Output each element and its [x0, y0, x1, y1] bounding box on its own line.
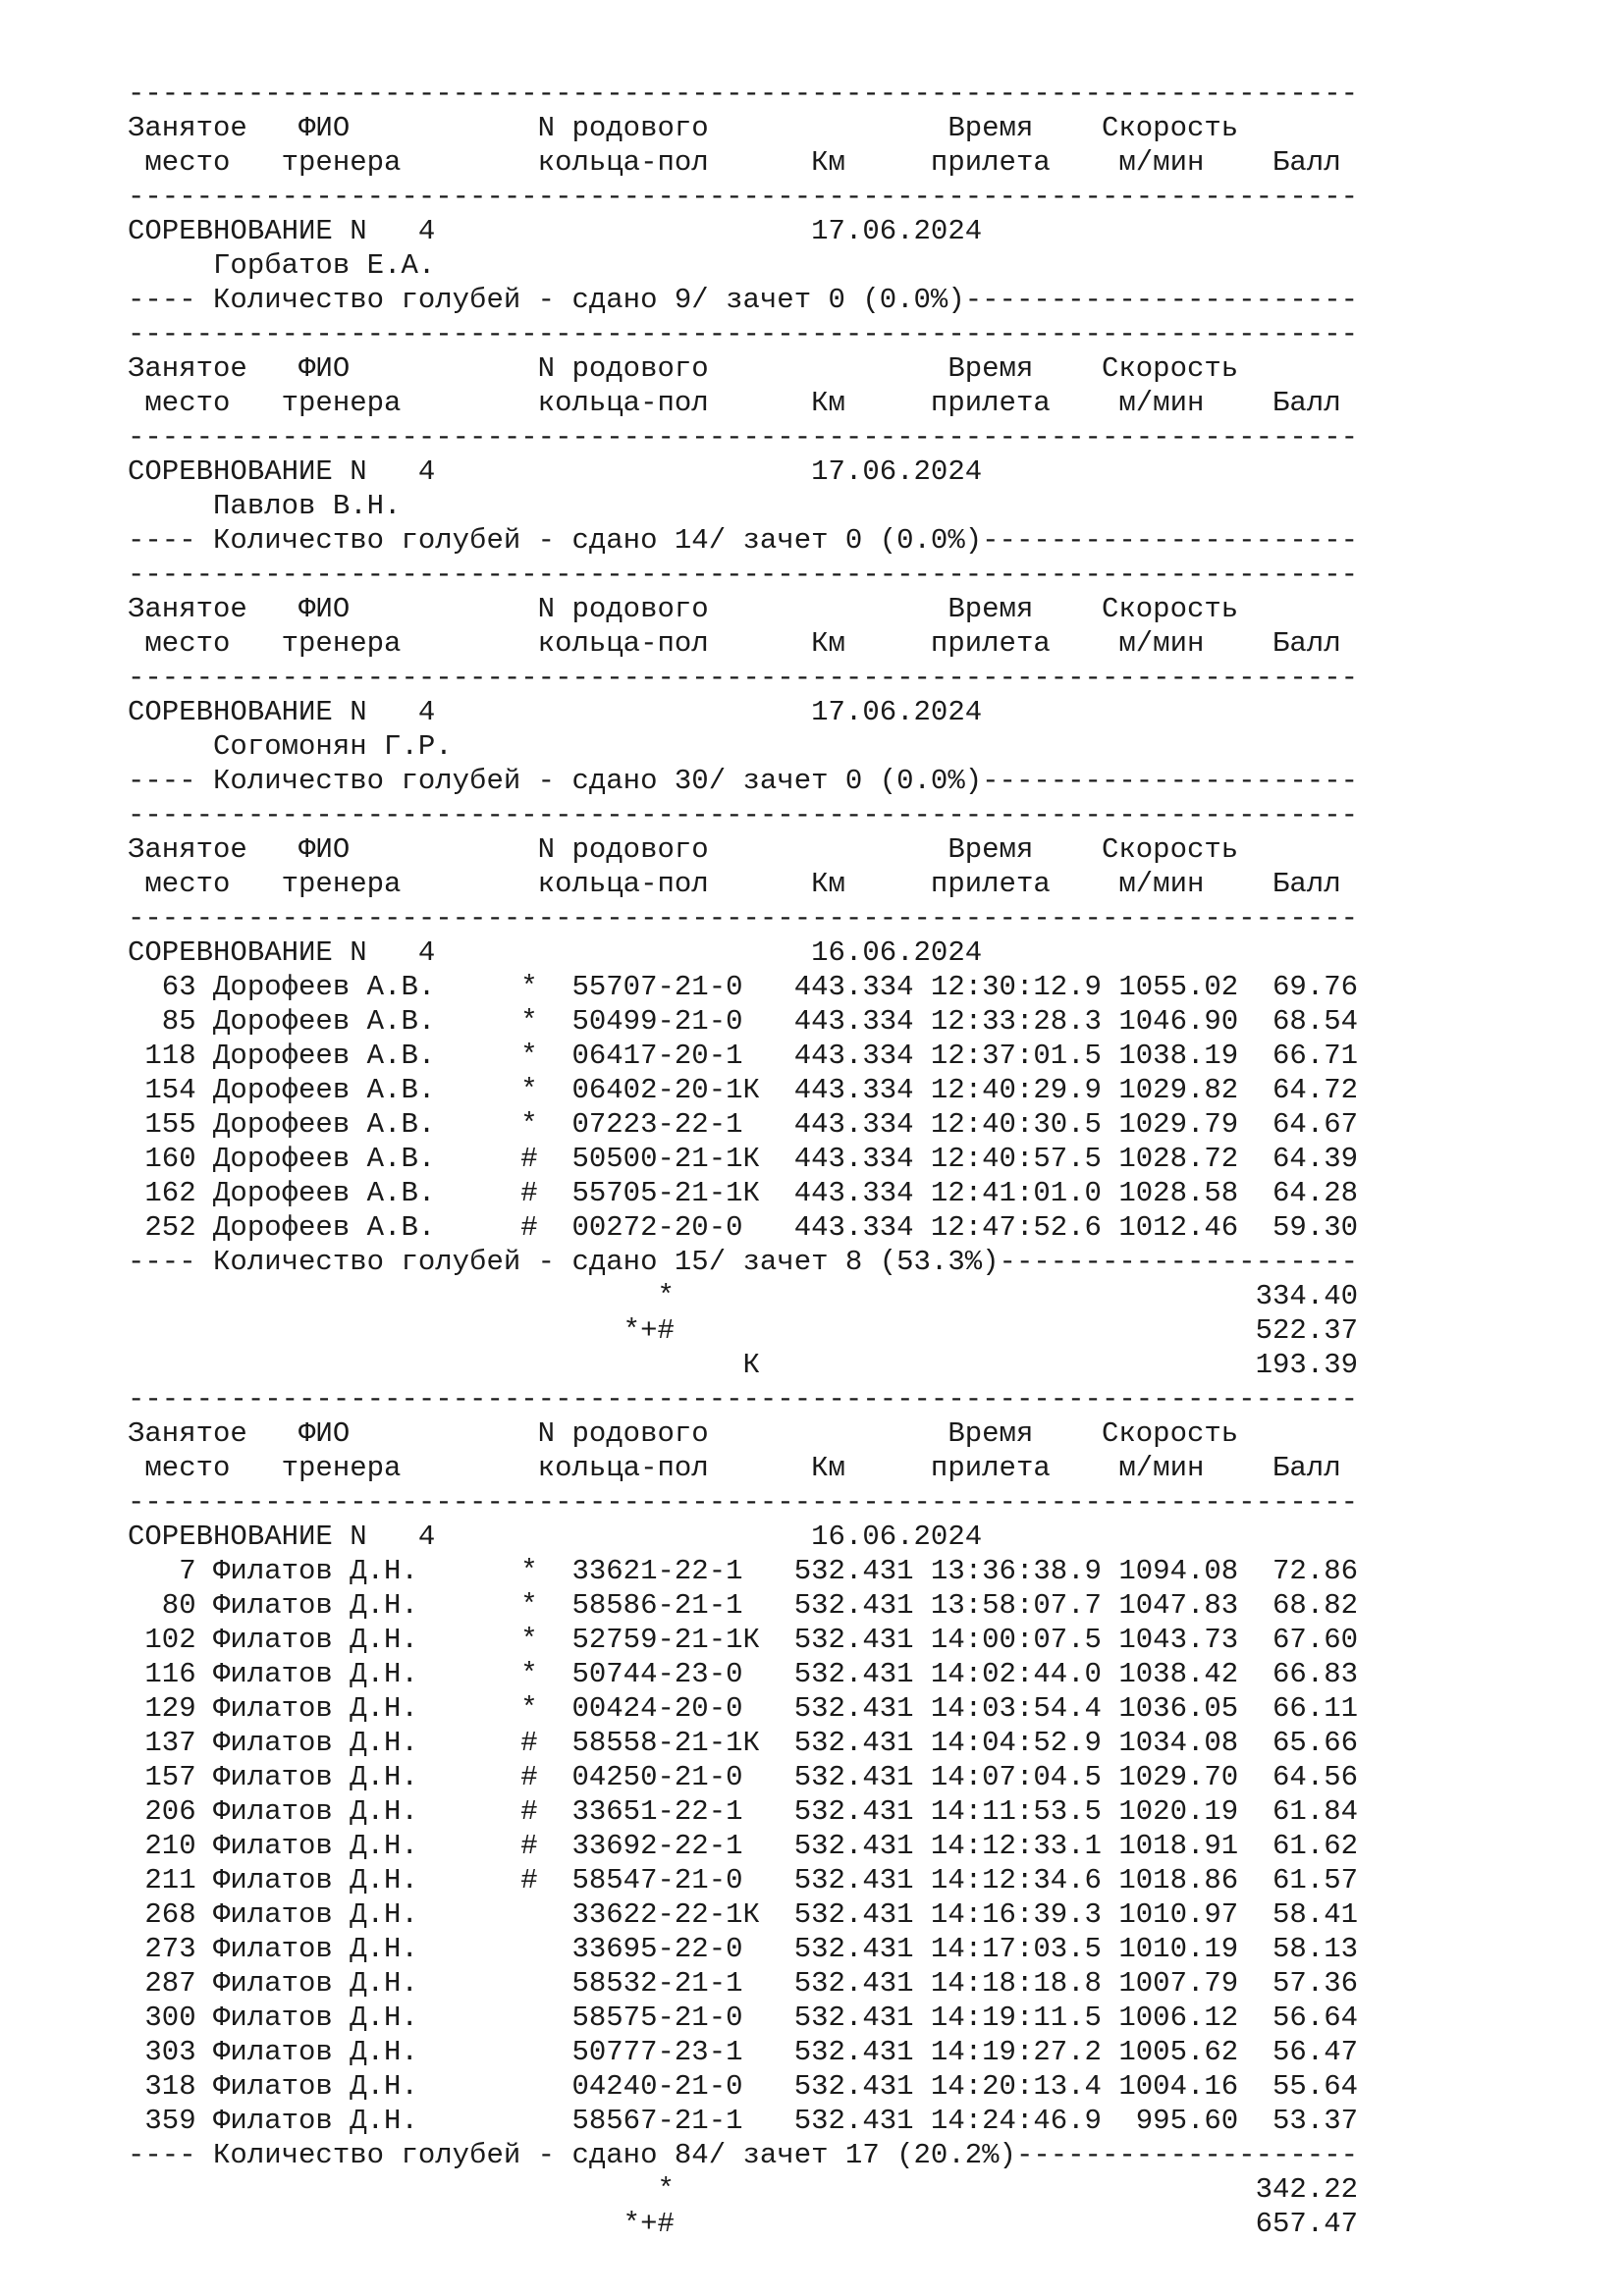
table-row: 359 Филатов Д.Н. 58567-21-1 532.431 14:24:46.9 995.60 53.37 [128, 2105, 1359, 2137]
column-header-line: Занятое ФИО N родового Время Скорость [128, 833, 1239, 866]
separator-line: ------------------------------------------------------------------------ [128, 318, 1359, 350]
table-row: 157 Филатов Д.Н. # 04250-21-0 532.431 14:07:04.5 1029.70 64.56 [128, 1761, 1359, 1793]
pigeon-count-summary-line: ---- Количество голубей - сдано 30/ зачет 0 (0.0%)---------------------- [128, 765, 1359, 797]
column-header-line: место тренера кольца-пол Км прилета м/мин Балл [128, 387, 1341, 419]
separator-line: ------------------------------------------------------------------------ [128, 902, 1359, 934]
table-row: 102 Филатов Д.Н. * 52759-21-1К 532.431 14:00:07.5 1043.73 67.60 [128, 1624, 1359, 1656]
table-row: 211 Филатов Д.Н. # 58547-21-0 532.431 14:12:34.6 1018.86 61.57 [128, 1864, 1359, 1896]
competition-line: СОРЕВНОВАНИЕ N 4 17.06.2024 [128, 215, 983, 247]
report-page [128, 77, 1358, 2241]
table-row: 160 Дорофеев А.В. # 50500-21-1К 443.334 12:40:57.5 1028.72 64.39 [128, 1143, 1359, 1175]
separator-line: ------------------------------------------------------------------------ [128, 1486, 1359, 1519]
separator-line: ------------------------------------------------------------------------ [128, 1383, 1359, 1415]
column-header-line: Занятое ФИО N родового Время Скорость [128, 352, 1239, 385]
table-row: 252 Дорофеев А.В. # 00272-20-0 443.334 12:47:52.6 1012.46 59.30 [128, 1211, 1359, 1244]
table-row: 63 Дорофеев А.В. * 55707-21-0 443.334 12:30:12.9 1055.02 69.76 [128, 971, 1359, 1003]
table-row: 300 Филатов Д.Н. 58575-21-0 532.431 14:19:11.5 1006.12 56.64 [128, 2002, 1359, 2034]
table-row: 162 Дорофеев А.В. # 55705-21-1К 443.334 12:41:01.0 1028.58 64.28 [128, 1177, 1359, 1209]
table-row: 7 Филатов Д.Н. * 33621-22-1 532.431 13:36:38.9 1094.08 72.86 [128, 1555, 1359, 1587]
trainer-name-line: Павлов В.Н. [128, 490, 402, 522]
table-row: 206 Филатов Д.Н. # 33651-22-1 532.431 14:11:53.5 1020.19 61.84 [128, 1795, 1359, 1828]
total-line: К 193.39 [128, 1349, 1359, 1381]
column-header-line: место тренера кольца-пол Км прилета м/мин Балл [128, 868, 1341, 900]
total-line: *+# 657.47 [128, 2208, 1359, 2240]
competition-line: СОРЕВНОВАНИЕ N 4 17.06.2024 [128, 455, 983, 488]
total-line: *+# 522.37 [128, 1314, 1359, 1347]
total-line: * 334.40 [128, 1280, 1359, 1312]
column-header-line: Занятое ФИО N родового Время Скорость [128, 593, 1239, 625]
table-row: 273 Филатов Д.Н. 33695-22-0 532.431 14:17:03.5 1010.19 58.13 [128, 1933, 1359, 1965]
table-row: 80 Филатов Д.Н. * 58586-21-1 532.431 13:58:07.7 1047.83 68.82 [128, 1589, 1359, 1622]
separator-line: ------------------------------------------------------------------------ [128, 662, 1359, 694]
table-row: 85 Дорофеев А.В. * 50499-21-0 443.334 12:33:28.3 1046.90 68.54 [128, 1005, 1359, 1038]
table-row: 154 Дорофеев А.В. * 06402-20-1К 443.334 12:40:29.9 1029.82 64.72 [128, 1074, 1359, 1106]
pigeon-count-summary-line: ---- Количество голубей - сдано 14/ зачет 0 (0.0%)---------------------- [128, 524, 1359, 557]
competition-line: СОРЕВНОВАНИЕ N 4 16.06.2024 [128, 1521, 983, 1553]
pigeon-count-summary-line: ---- Количество голубей - сдано 9/ зачет 0 (0.0%)----------------------- [128, 284, 1359, 316]
column-header-line: место тренера кольца-пол Км прилета м/мин Балл [128, 1452, 1341, 1484]
table-row: 210 Филатов Д.Н. # 33692-22-1 532.431 14:12:33.1 1018.91 61.62 [128, 1830, 1359, 1862]
table-row: 118 Дорофеев А.В. * 06417-20-1 443.334 12:37:01.5 1038.19 66.71 [128, 1040, 1359, 1072]
table-row: 116 Филатов Д.Н. * 50744-23-0 532.431 14:02:44.0 1038.42 66.83 [128, 1658, 1359, 1690]
table-row: 137 Филатов Д.Н. # 58558-21-1К 532.431 14:04:52.9 1034.08 65.66 [128, 1727, 1359, 1759]
column-header-line: место тренера кольца-пол Км прилета м/мин Балл [128, 627, 1341, 660]
pigeon-count-summary-line: ---- Количество голубей - сдано 84/ зачет 17 (20.2%)-------------------- [128, 2139, 1359, 2171]
total-line: * 342.22 [128, 2173, 1359, 2206]
column-header-line: место тренера кольца-пол Км прилета м/мин Балл [128, 146, 1341, 179]
column-header-line: Занятое ФИО N родового Время Скорость [128, 112, 1239, 144]
table-row: 129 Филатов Д.Н. * 00424-20-0 532.431 14:03:54.4 1036.05 66.11 [128, 1692, 1359, 1725]
table-row: 318 Филатов Д.Н. 04240-21-0 532.431 14:20:13.4 1004.16 55.64 [128, 2070, 1359, 2103]
table-row: 303 Филатов Д.Н. 50777-23-1 532.431 14:19:27.2 1005.62 56.47 [128, 2036, 1359, 2068]
pigeon-count-summary-line: ---- Количество голубей - сдано 15/ зачет 8 (53.3%)--------------------- [128, 1246, 1359, 1278]
separator-line: ------------------------------------------------------------------------ [128, 181, 1359, 213]
trainer-name-line: Горбатов Е.А. [128, 249, 436, 282]
table-row: 155 Дорофеев А.В. * 07223-22-1 443.334 12:40:30.5 1029.79 64.67 [128, 1108, 1359, 1141]
separator-line: ------------------------------------------------------------------------ [128, 421, 1359, 454]
trainer-name-line: Согомонян Г.Р. [128, 730, 453, 763]
table-row: 268 Филатов Д.Н. 33622-22-1К 532.431 14:16:39.3 1010.97 58.41 [128, 1898, 1359, 1931]
table-row: 287 Филатов Д.Н. 58532-21-1 532.431 14:18:18.8 1007.79 57.36 [128, 1967, 1359, 2000]
column-header-line: Занятое ФИО N родового Время Скорость [128, 1417, 1239, 1450]
competition-line: СОРЕВНОВАНИЕ N 4 17.06.2024 [128, 696, 983, 728]
competition-line: СОРЕВНОВАНИЕ N 4 16.06.2024 [128, 936, 983, 969]
separator-line: ------------------------------------------------------------------------ [128, 559, 1359, 591]
separator-line: ------------------------------------------------------------------------ [128, 78, 1359, 110]
separator-line: ------------------------------------------------------------------------ [128, 799, 1359, 831]
